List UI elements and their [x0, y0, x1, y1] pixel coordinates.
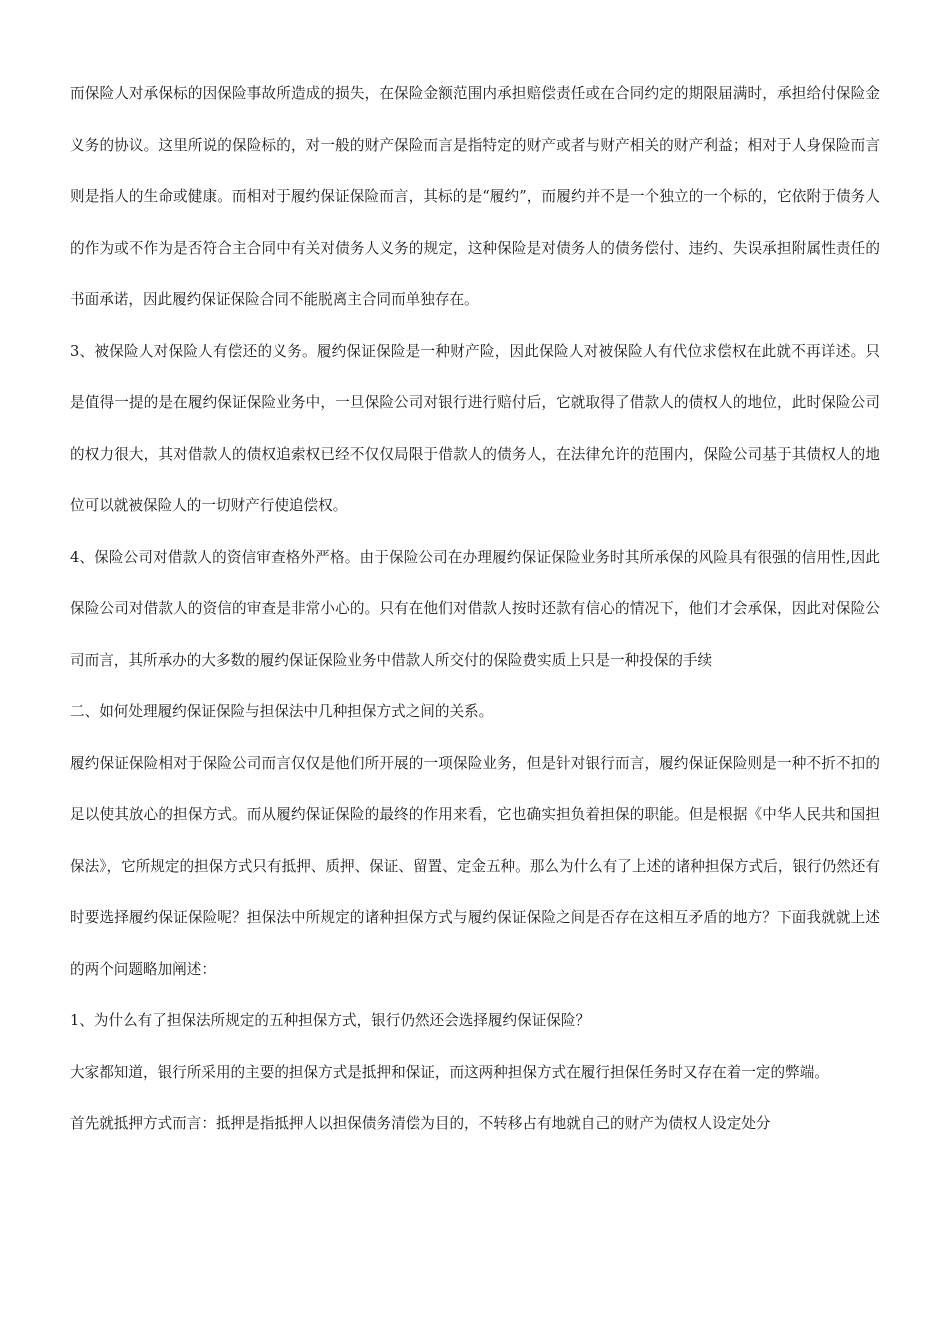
- paragraph-mortgage-first: 首先就抵押方式而言：抵押是指抵押人以担保债务清偿为目的，不转移占有地就自己的财产为债权人设定处分: [70, 1115, 771, 1132]
- subheading-1: 1、为什么有了担保法所规定的五种担保方式，银行仍然还会选择履约保证保险？: [70, 1012, 591, 1029]
- paragraph-guarantee-intro: 履约保证保险相对于保险公司而言仅仅是他们所开展的一项保险业务，但是针对银行而言，履约保证保险则是一种不折不扣的足以使其放心的担保方式。而从履约保证保险的最终的作用来看，它也确实担负着担保的职能。但是根据《中华人民共和国担保法》，它所规定的担保方式只有抵押、质押、保证、留置、定金五种。那么为什么有了上述的诸种担保方式后，银行仍然还有时要选择履约保证保险呢？担保法中所规定的诸种担保方式与履约保证保险之间是否存在这相互矛盾的地方？下面我就就上述的两个问题略加阐述：: [70, 754, 880, 978]
- section-heading-2: 二、如何处理履约保证保险与担保法中几种担保方式之间的关系。: [70, 703, 494, 720]
- paragraph-point-3: 3、被保险人对保险人有偿还的义务。履约保证保险是一种财产险，因此保险人对被保险人有代位求偿权在此就不再详述。只是值得一提的是在履约保证保险业务中，一旦保险公司对银行进行赔付后，它就取得了借款人的债权人的地位，此时保险公司的权力很大，其对借款人的债权追索权已经不仅仅局限于借款人的债务人，在法律允许的范围内，保险公司基于其债权人的地位可以就被保险人的一切财产行使追偿权。: [70, 342, 880, 514]
- paragraph-point-4: 4、保险公司对借款人的资信审查格外严格。由于保险公司在办理履约保证保险业务时其所承保的风险具有很强的信用性,因此保险公司对借款人的资信的审查是非常小心的。只有在他们对借款人按时还款有信心的情况下，他们才会承保，因此对保险公司而言，其所承办的大多数的履约保证保险业务中借款人所交付的保险费实质上只是一种投保的手续: [70, 548, 880, 669]
- paragraph-mortgage-guarantee: 大家都知道，银行所采用的主要的担保方式是抵押和保证，而这两种担保方式在履行担保任务时又存在着一定的弊端。: [70, 1063, 829, 1081]
- paragraph-insurance-definition: 而保险人对承保标的因保险事故所造成的损失，在保险金额范围内承担赔偿责任或在合同约定的期限届满时，承担给付保险金义务的协议。这里所说的保险标的，对一般的财产保险而言是指特定的财产或者与财产相关的财产利益；相对于人身保险而言则是指人的生命或健康。而相对于履约保证保险而言，其标的是“履约”，而履约并不是一个独立的一个标的，它依附于债务人的作为或不作为是否符合主合同中有关对债务人义务的规定，这种保险是对债务人的债务偿付、违约、失误承担附属性责任的书面承诺，因此履约保证保险合同不能脱离主合同而单独存在。: [70, 85, 880, 308]
